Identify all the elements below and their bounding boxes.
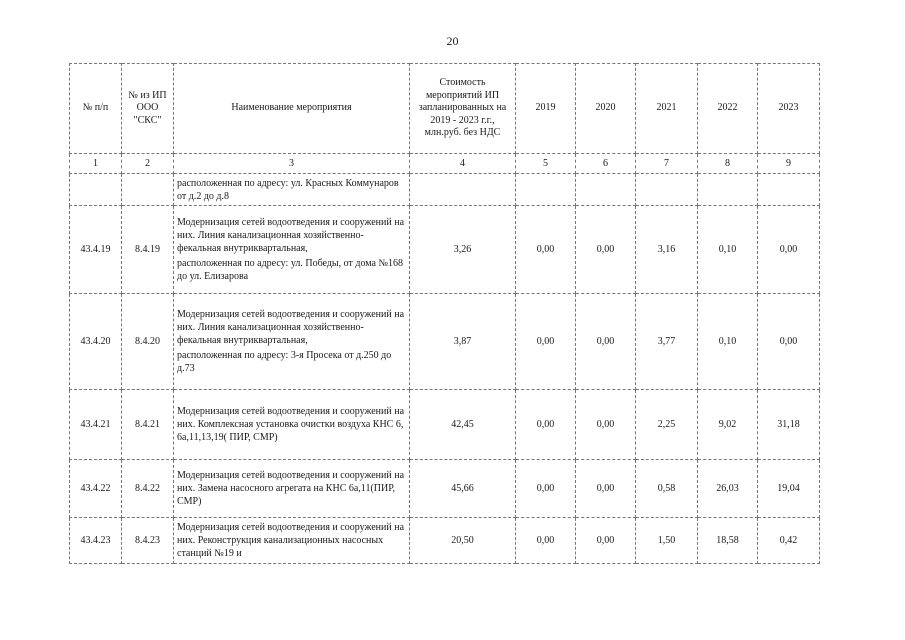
total-cost: 42,45 [410,390,516,460]
measure-address-text: расположенная по адресу: ул. Победы, от дома №168 до ул. Елизарова [177,258,404,282]
continuation-text: расположенная по адресу: ул. Красных Коммунаров от д.2 до д.8 [174,174,410,206]
value-2022: 9,02 [698,390,758,460]
value-2020: 0,00 [576,206,636,294]
measure-address-text: расположенная по адресу: 3-я Просека от д.250 до д.73 [177,350,392,374]
value-2019: 0,00 [516,390,576,460]
value-2022: 18,58 [698,518,758,564]
value-2021: 0,58 [636,460,698,518]
value-2021: 1,50 [636,518,698,564]
value-2023: 31,18 [758,390,820,460]
column-number: 8 [698,154,758,174]
header-year-2019: 2019 [516,64,576,154]
value-2021: 3,16 [636,206,698,294]
row-number: 43.4.22 [70,460,122,518]
value-2019: 0,00 [516,206,576,294]
header-year-2020: 2020 [576,64,636,154]
value-2019: 0,00 [516,518,576,564]
column-number: 1 [70,154,122,174]
ip-number: 8.4.19 [122,206,174,294]
row-number: 43.4.20 [70,294,122,390]
row-number: 43.4.19 [70,206,122,294]
table-row [70,460,820,518]
ip-number: 8.4.20 [122,294,174,390]
header-row-number: № п/п [70,64,122,154]
column-number: 7 [636,154,698,174]
header-measure-name: Наименование мероприятия [174,64,410,154]
table-row [70,206,820,294]
value-2020: 0,00 [576,460,636,518]
row-number: 43.4.23 [70,518,122,564]
header-year-2023: 2023 [758,64,820,154]
header-row [70,64,820,154]
measure-name-text: Модернизация сетей водоотведения и сооружений на них. Линия канализационная хозяйственно-фекальная внутриквартальная, [177,217,405,254]
value-2021: 3,77 [636,294,698,390]
value-2023: 19,04 [758,460,820,518]
value-2019: 0,00 [516,460,576,518]
measure-name: Модернизация сетей водоотведения и сооружений на них. Реконструкция канализационных насосных станций №19 и [174,518,410,564]
measure-name [174,206,410,294]
measure-name-text: Модернизация сетей водоотведения и сооружений на них. Линия канализационная хозяйственно-фекальная внутриквартальная, [177,309,405,346]
value-2023: 0,42 [758,518,820,564]
ip-number: 8.4.23 [122,518,174,564]
value-2022: 0,10 [698,206,758,294]
column-number: 9 [758,154,820,174]
continuation-row [70,174,820,206]
value-2023: 0,00 [758,206,820,294]
value-2023: 0,00 [758,294,820,390]
column-number: 3 [174,154,410,174]
column-number: 2 [122,154,174,174]
total-cost: 45,66 [410,460,516,518]
column-number: 4 [410,154,516,174]
value-2020: 0,00 [576,390,636,460]
header-year-2022: 2022 [698,64,758,154]
page-number: 20 [446,34,459,48]
row-number: 43.4.21 [70,390,122,460]
header-ip-number: № из ИП ООО "СКС" [122,64,174,154]
total-cost: 3,26 [410,206,516,294]
value-2020: 0,00 [576,294,636,390]
table-row [70,294,820,390]
value-2022: 0,10 [698,294,758,390]
total-cost: 20,50 [410,518,516,564]
column-number-row [70,154,820,174]
investment-program-table [69,63,820,564]
value-2019: 0,00 [516,294,576,390]
header-year-2021: 2021 [636,64,698,154]
column-number: 6 [576,154,636,174]
value-2020: 0,00 [576,518,636,564]
table-row [70,518,820,564]
ip-number: 8.4.22 [122,460,174,518]
table-row [70,390,820,460]
ip-number: 8.4.21 [122,390,174,460]
value-2022: 26,03 [698,460,758,518]
measure-name: Модернизация сетей водоотведения и сооружений на них. Комплексная установка очистки воздуха КНС 6, 6а,11,13,19( ПИР, СМР) [174,390,410,460]
total-cost: 3,87 [410,294,516,390]
value-2021: 2,25 [636,390,698,460]
header-total-cost: Стоимость мероприятий ИП запланированных на 2019 - 2023 г.г., млн.руб. без НДС [410,64,516,154]
column-number: 5 [516,154,576,174]
measure-name: Модернизация сетей водоотведения и сооружений на них. Замена насосного агрегата на КНС 6а,11(ПИР, СМР) [174,460,410,518]
measure-name [174,294,410,390]
